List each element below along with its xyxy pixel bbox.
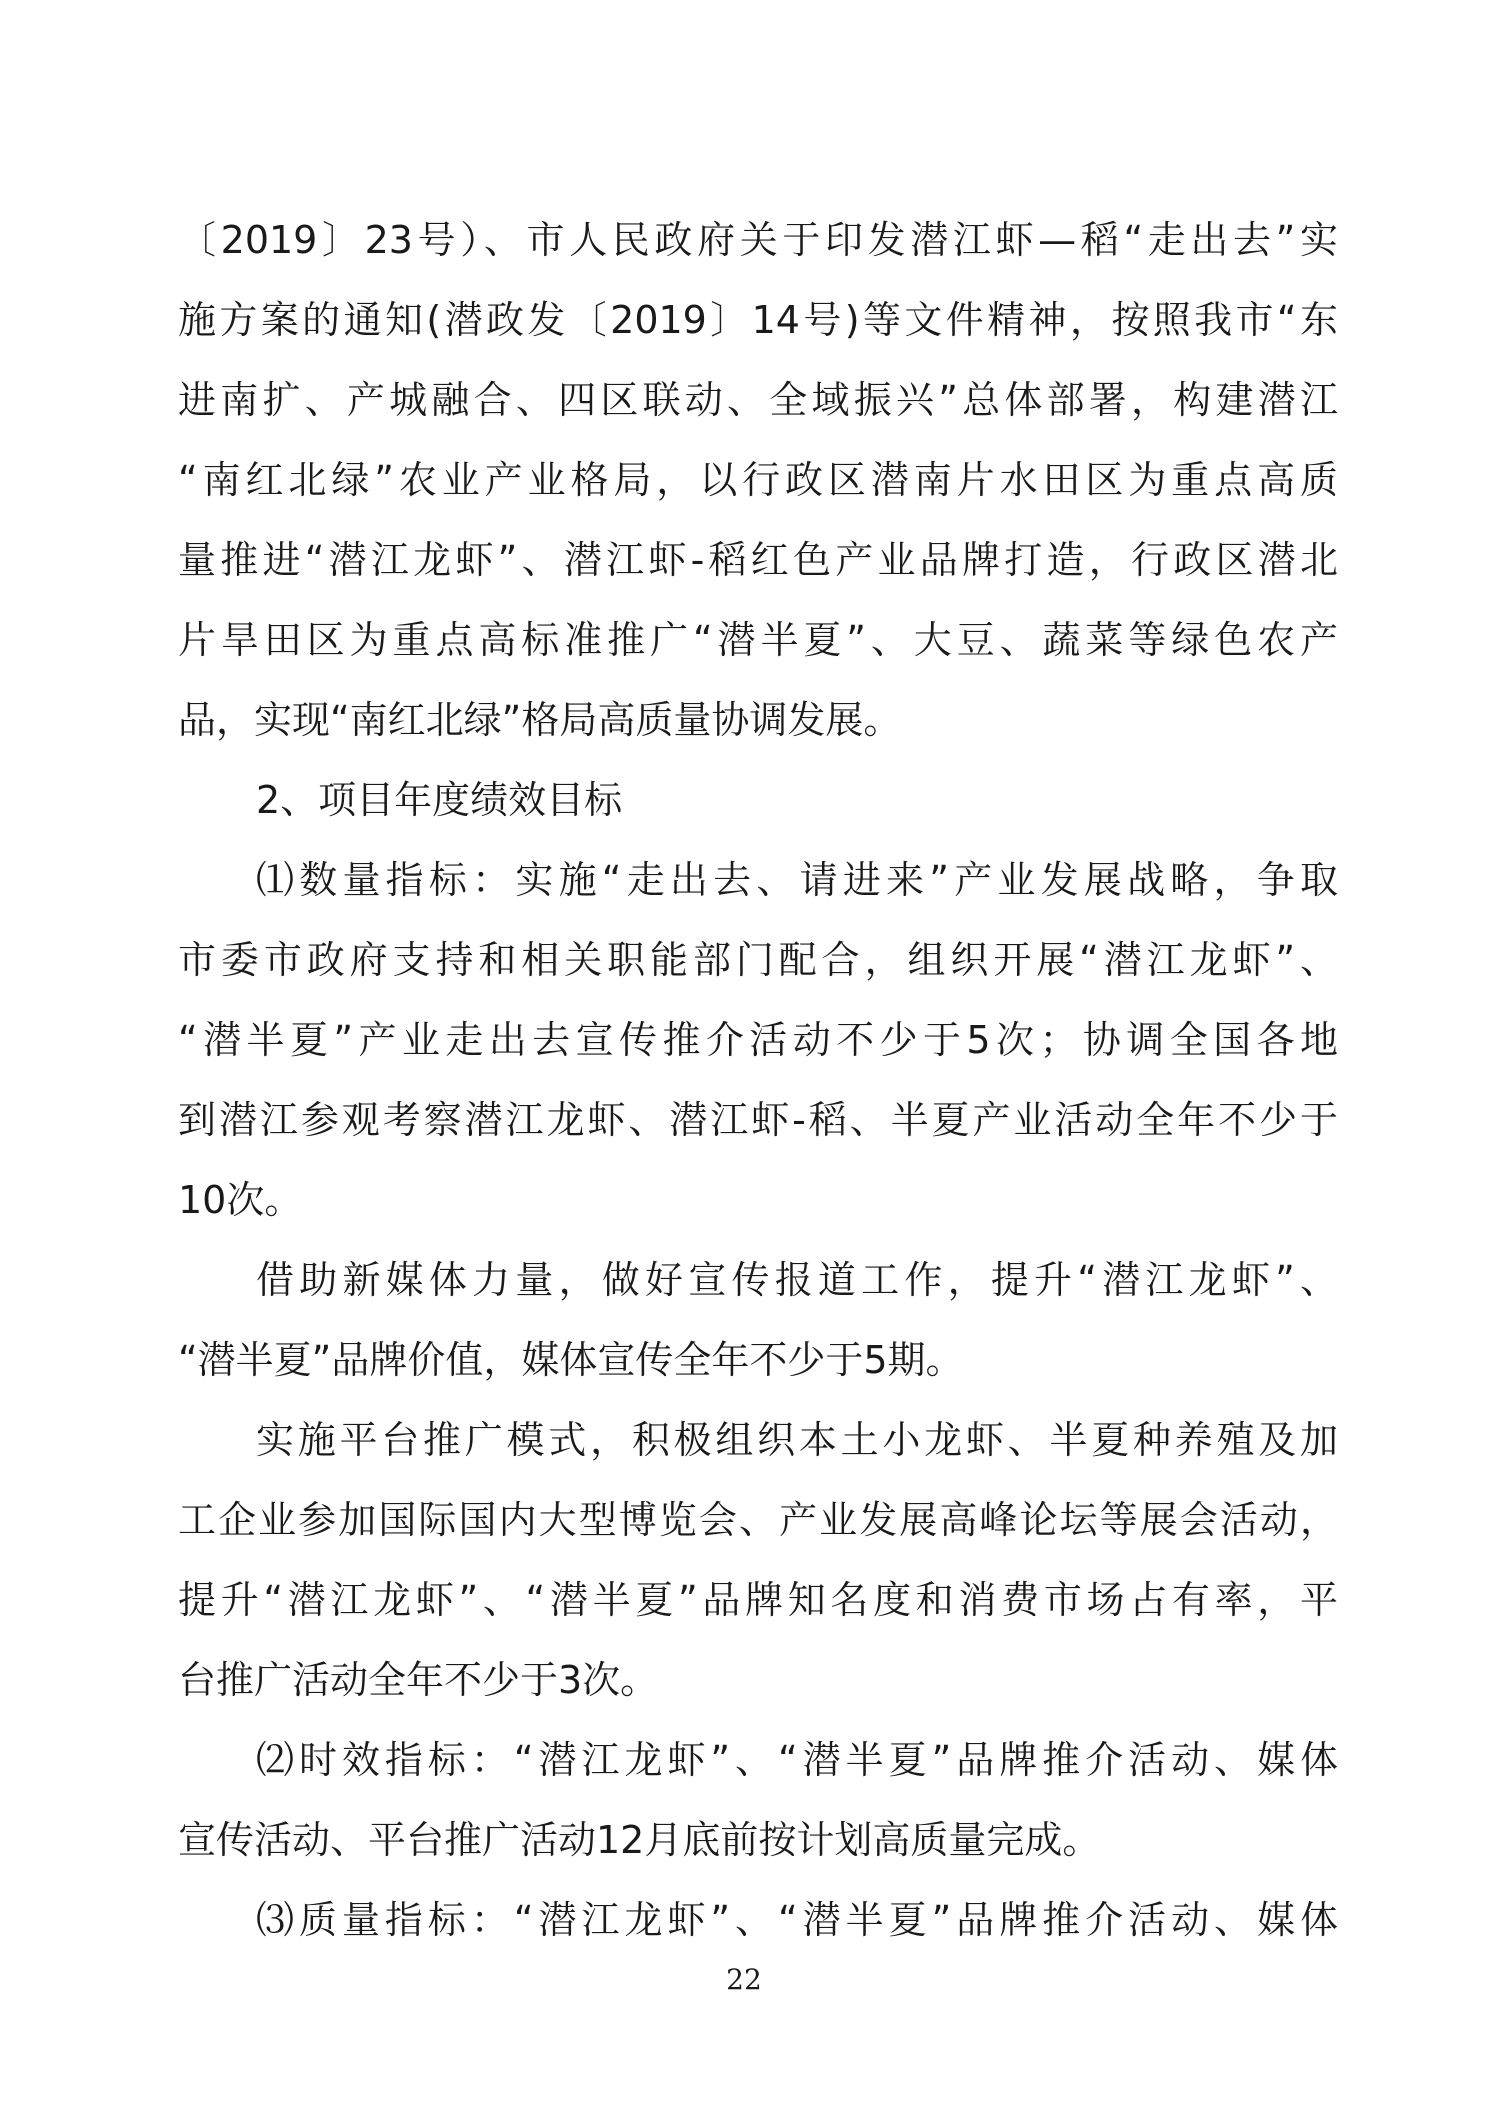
text-line: ⑴数量指标：实施“走出去、请进来”产业发展战略，争取 bbox=[256, 858, 1338, 902]
text-line: 量推进“潜江龙虾”、潜江虾-稻红色产业品牌打造，行政区潜北 bbox=[178, 538, 1338, 582]
page-number: 22 bbox=[726, 1963, 762, 1996]
section-heading: 2、项目年度绩效目标 bbox=[256, 778, 623, 822]
text-line: ⑶质量指标：“潜江龙虾”、“潜半夏”品牌推介活动、媒体 bbox=[256, 1898, 1338, 1942]
body-text bbox=[178, 200, 1338, 1960]
text-line: 〔2019〕23号）、市人民政府关于印发潜江虾—稻“走出去”实 bbox=[178, 218, 1338, 262]
text-line: 宣传活动、平台推广活动12月底前按计划高质量完成。 bbox=[178, 1818, 1101, 1862]
text-line: 到潜江参观考察潜江龙虾、潜江虾-稻、半夏产业活动全年不少于 bbox=[178, 1098, 1338, 1142]
text-line: 台推广活动全年不少于3次。 bbox=[178, 1658, 659, 1702]
text-line: 片旱田区为重点高标准推广“潜半夏”、大豆、蔬菜等绿色农产 bbox=[178, 618, 1338, 662]
text-line: 10次。 bbox=[178, 1178, 303, 1222]
text-line: 品，实现“南红北绿”格局高质量协调发展。 bbox=[178, 698, 902, 742]
text-line: 借助新媒体力量，做好宣传报道工作，提升“潜江龙虾”、 bbox=[256, 1258, 1338, 1302]
text-line: 工企业参加国际国内大型博览会、产业发展高峰论坛等展会活动， bbox=[178, 1498, 1338, 1542]
text-line: 提升“潜江龙虾”、“潜半夏”品牌知名度和消费市场占有率，平 bbox=[178, 1578, 1338, 1622]
text-line: “潜半夏”品牌价值，媒体宣传全年不少于5期。 bbox=[178, 1338, 964, 1382]
text-line: “南红北绿”农业产业格局，以行政区潜南片水田区为重点高质 bbox=[178, 458, 1338, 502]
text-line: 进南扩、产城融合、四区联动、全域振兴”总体部署，构建潜江 bbox=[178, 378, 1338, 422]
text-line: 施方案的通知(潜政发〔2019〕14号)等文件精神，按照我市“东 bbox=[178, 298, 1338, 342]
text-line: 市委市政府支持和相关职能部门配合，组织开展“潜江龙虾”、 bbox=[178, 938, 1338, 982]
text-line: ⑵时效指标：“潜江龙虾”、“潜半夏”品牌推介活动、媒体 bbox=[256, 1738, 1338, 1782]
text-line: 实施平台推广模式，积极组织本土小龙虾、半夏种养殖及加 bbox=[256, 1418, 1338, 1462]
text-line: “潜半夏”产业走出去宣传推介活动不少于5次；协调全国各地 bbox=[178, 1018, 1338, 1062]
